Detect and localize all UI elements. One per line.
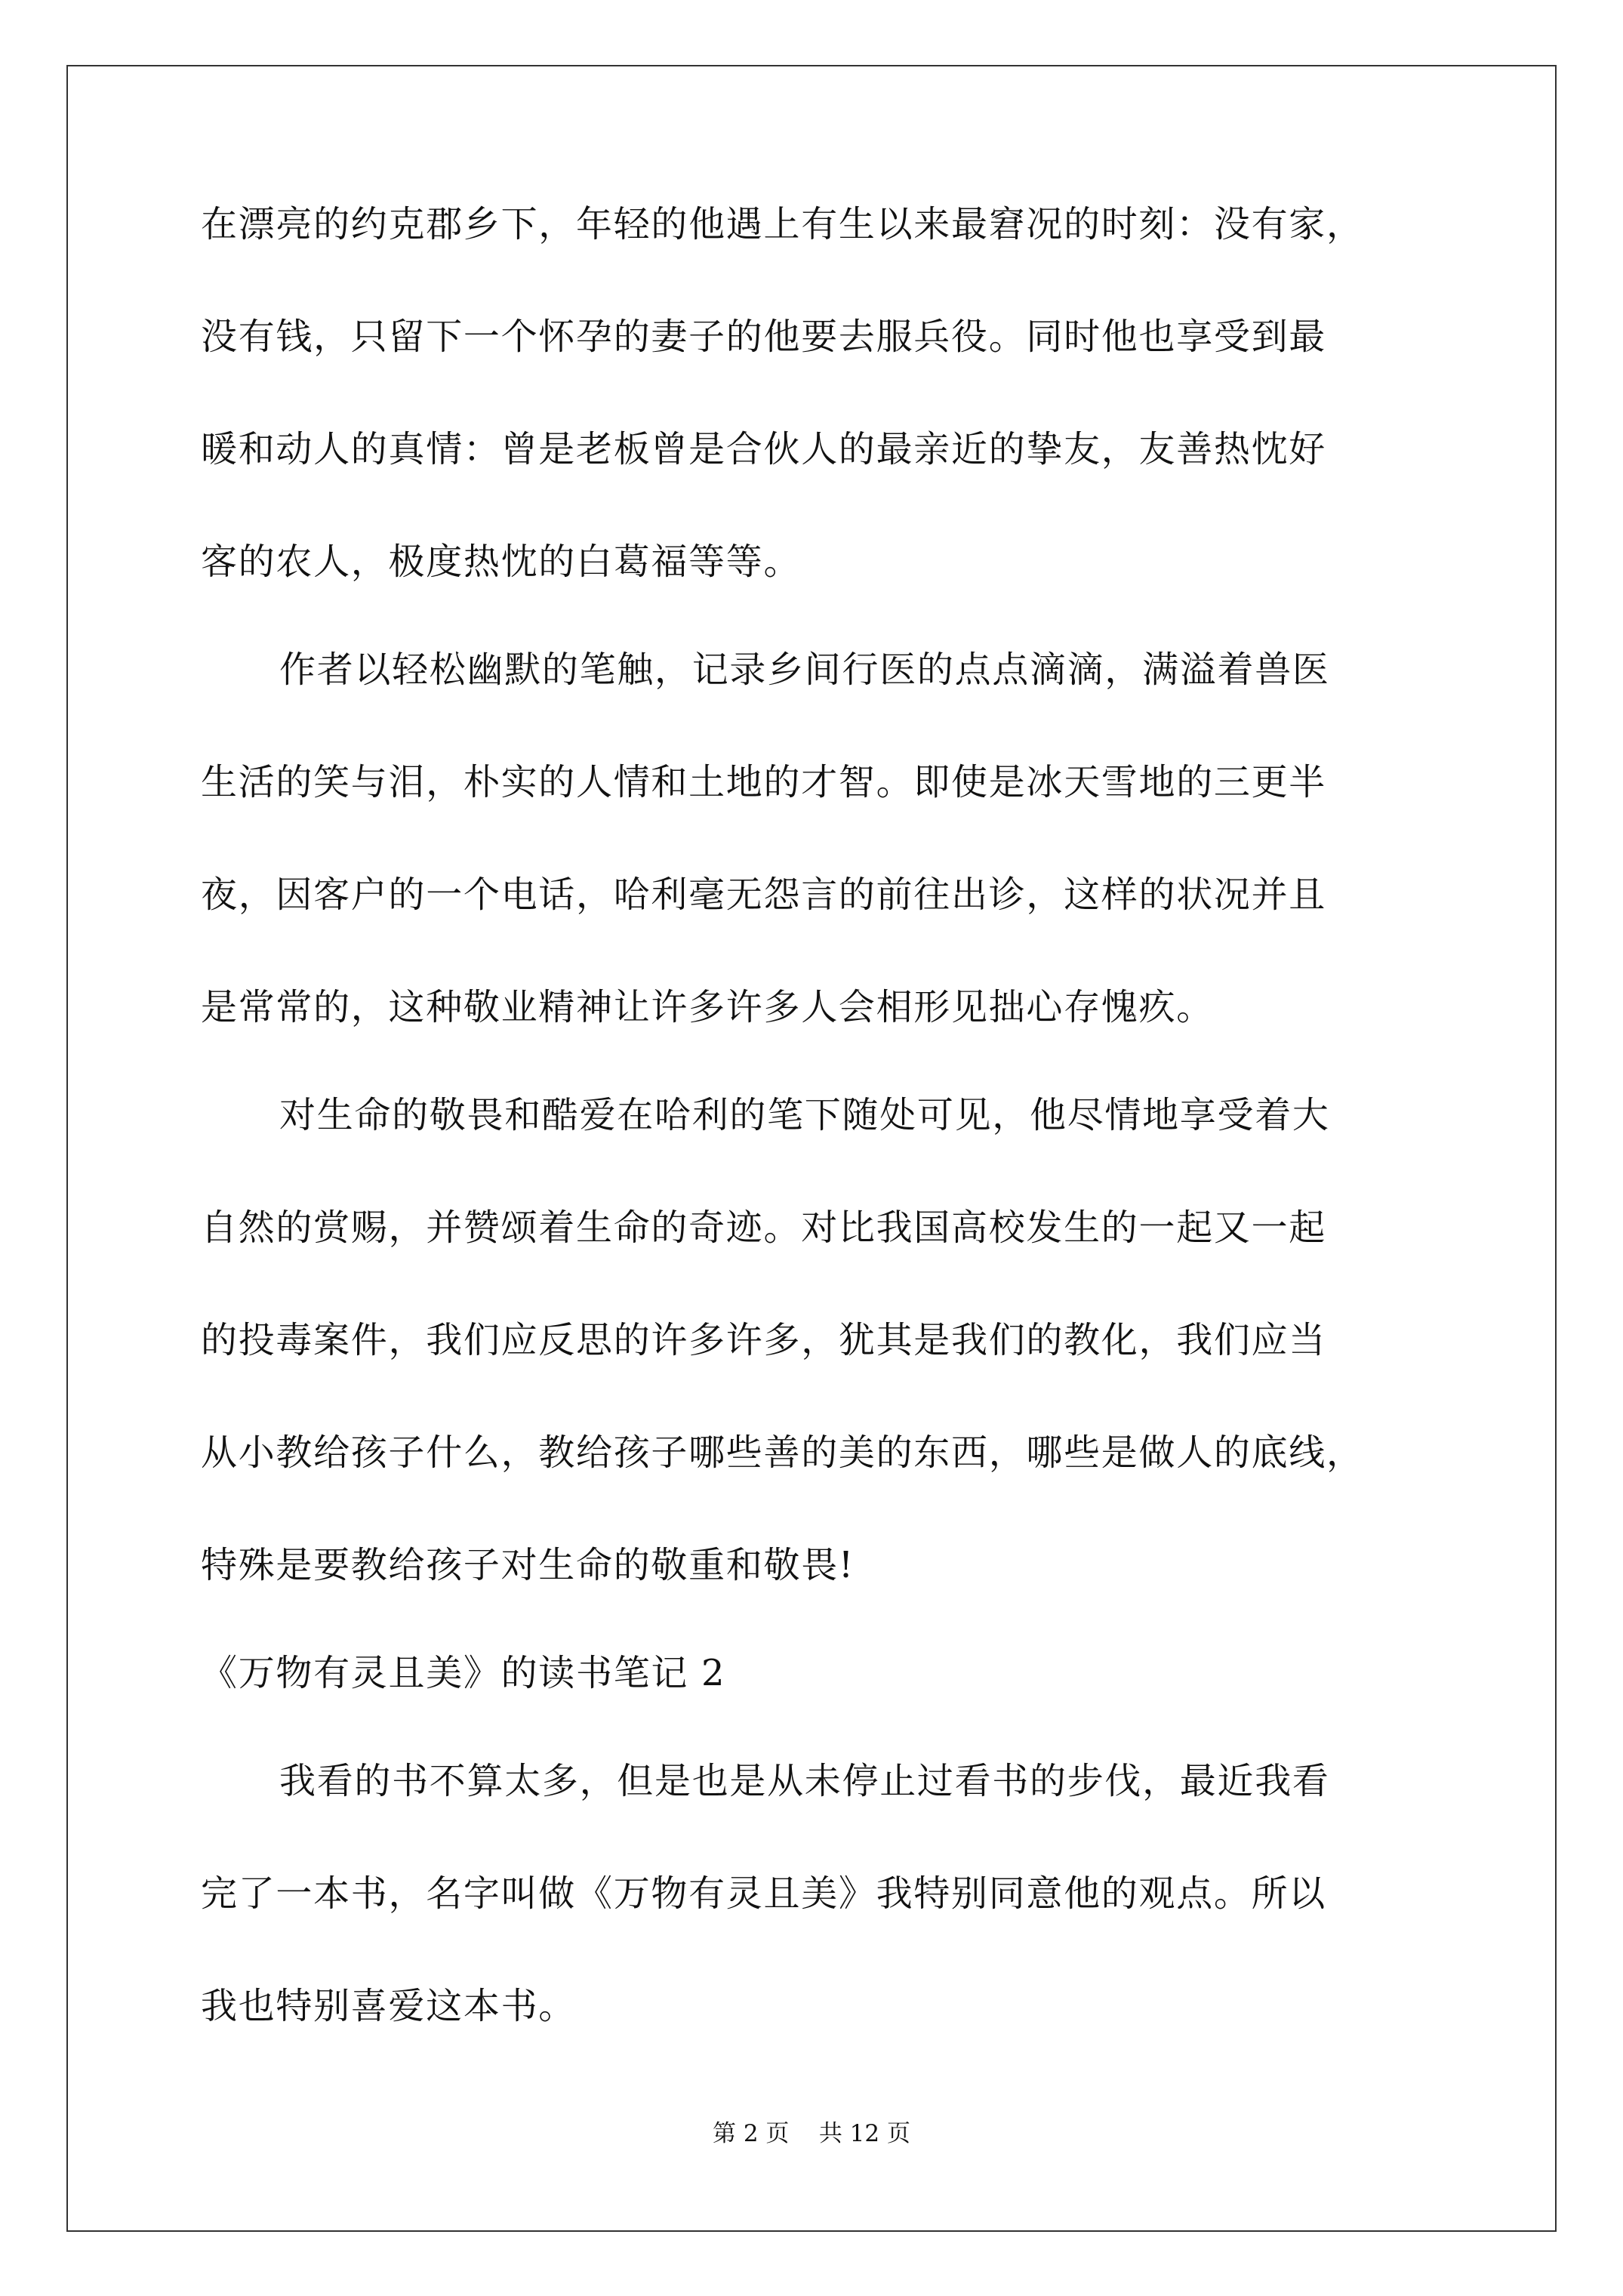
paragraph-first-line: 我看的书不算太多，但是也是从未停止过看书的步伐，最近我看 [279,1760,1330,1802]
text-line: 自然的赏赐，并赞颂着生命的奇迹。对比我国高校发生的一起又一起 [201,1207,1327,1249]
page-number-footer: 第 2 页 共 12 页 [712,2120,910,2147]
document-body [201,198,1436,2092]
text-line: 在漂亮的约克郡乡下，年轻的他遇上有生以来最窘况的时刻：没有家， [201,203,1364,245]
text-line: 特殊是要教给孩子对生命的敬重和敬畏! [201,1544,855,1586]
section-heading: 《万物有灵且美》的读书笔记 2 [201,1652,726,1694]
text-line: 客的农人，极度热忱的白葛福等等。 [201,541,802,583]
paragraph-first-line: 作者以轻松幽默的笔触，记录乡间行医的点点滴滴，满溢着兽医 [279,649,1330,691]
text-line: 完了一本书，名字叫做《万物有灵且美》我特别同意他的观点。所以 [201,1872,1327,1915]
text-line: 生活的笑与泪，朴实的人情和土地的才智。即使是冰天雪地的三更半 [201,761,1327,803]
text-line: 我也特别喜爱这本书。 [201,1985,577,2027]
text-line: 没有钱，只留下一个怀孕的妻子的他要去服兵役。同时他也享受到最 [201,316,1327,358]
text-line: 从小教给孩子什么，教给孩子哪些善的美的东西，哪些是做人的底线， [201,1432,1364,1474]
paragraph-first-line: 对生命的敬畏和酷爱在哈利的笔下随处可见，他尽情地享受着大 [279,1094,1330,1136]
text-line: 暖和动人的真情：曾是老板曾是合伙人的最亲近的挚友，友善热忱好 [201,428,1327,470]
text-line: 的投毒案件，我们应反思的许多许多，犹其是我们的教化，我们应当 [201,1319,1327,1361]
text-line: 是常常的，这种敬业精神让许多许多人会相形见拙心存愧疚。 [201,986,1214,1028]
text-line: 夜，因客户的一个电话，哈利毫无怨言的前往出诊，这样的状况并且 [201,874,1327,916]
